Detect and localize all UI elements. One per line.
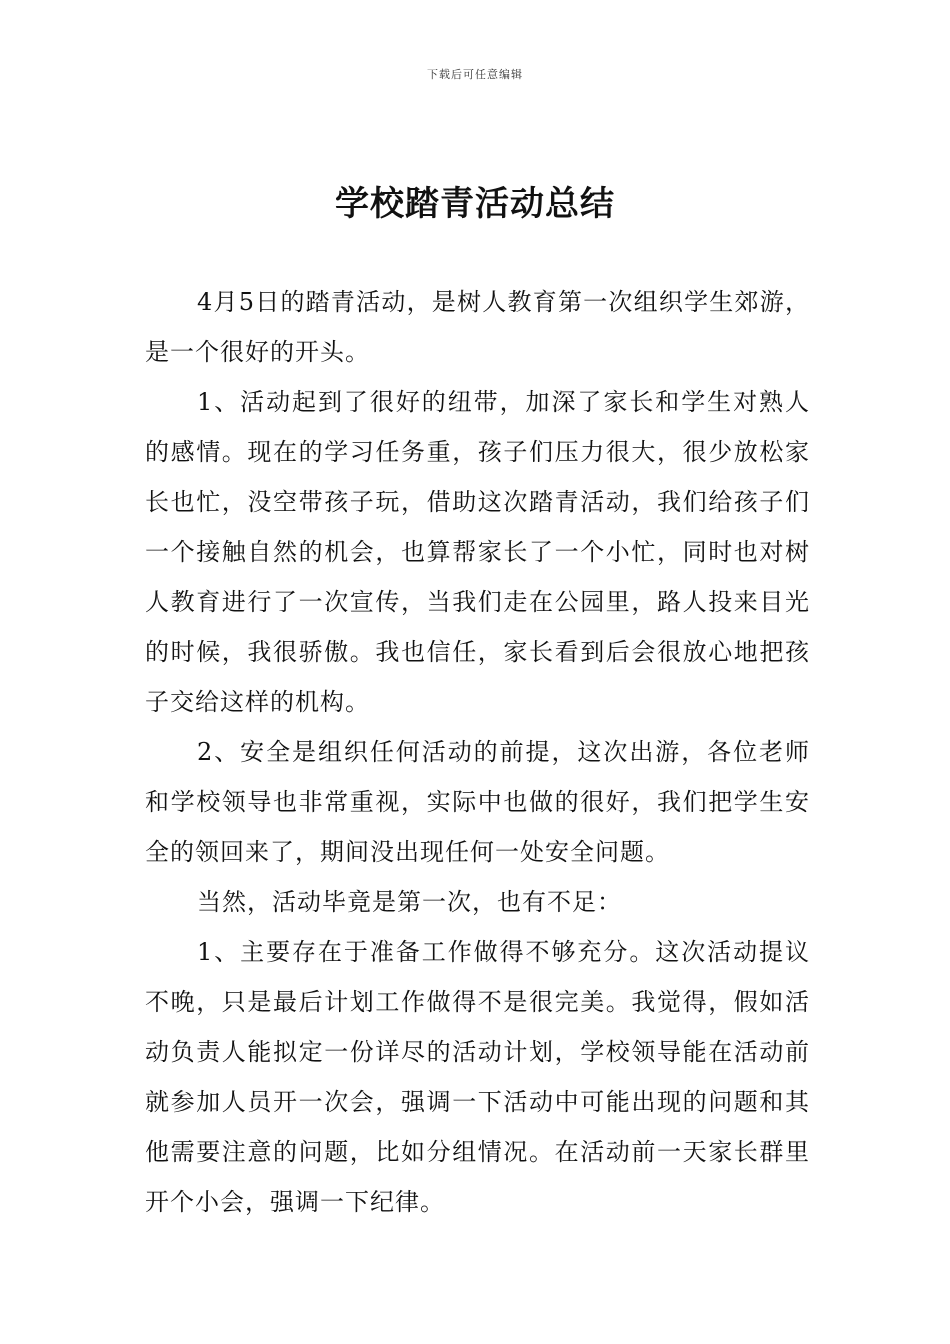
paragraph-shortcomings-intro: 当然，活动毕竟是第一次，也有不足：	[197, 888, 622, 916]
document-title: 学校踏青活动总结	[335, 184, 615, 224]
paragraph-intro: 4月5日的踏青活动，是树人教育第一次组织学生郊游，是一个很好的开头。	[145, 288, 810, 366]
paragraph-point-1: 1、活动起到了很好的纽带，加深了家长和学生对熟人的感情。现在的学习任务重，孩子们压力很大，很少放松家长也忙，没空带孩子玩，借助这次踏青活动，我们给孩子们一个接触自然的机会，也算帮家长了一个小忙，同时也对树人教育进行了一次宣传，当我们走在公园里，路人投来目光的时候，我很骄傲。我也信任，家长看到后会很放心地把孩子交给这样的机构。	[145, 388, 810, 716]
header-note: 下载后可任意编辑	[427, 68, 523, 81]
document-body	[145, 277, 810, 1227]
paragraph-shortcoming-1: 1、主要存在于准备工作做得不够充分。这次活动提议不晚，只是最后计划工作做得不是很完美。我觉得，假如活动负责人能拟定一份详尽的活动计划，学校领导能在活动前就参加人员开一次会，强调一下活动中可能出现的问题和其他需要注意的问题，比如分组情况。在活动前一天家长群里开个小会，强调一下纪律。	[145, 938, 810, 1216]
paragraph-point-2: 2、安全是组织任何活动的前提，这次出游，各位老师和学校领导也非常重视，实际中也做的很好，我们把学生安全的领回来了，期间没出现任何一处安全问题。	[145, 738, 810, 866]
